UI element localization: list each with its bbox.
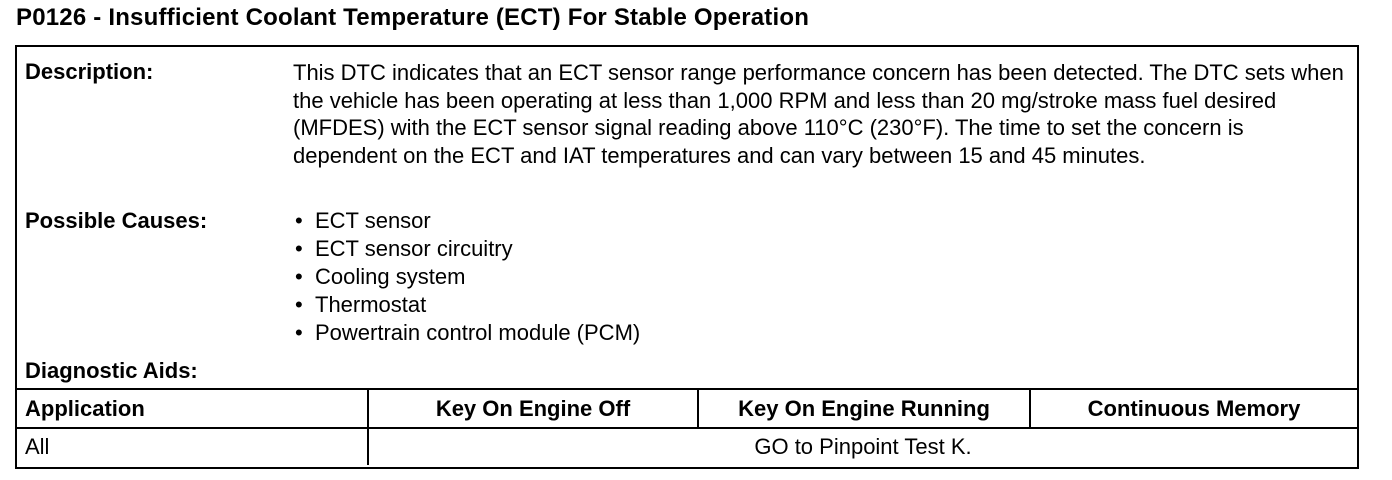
list-item: • ECT sensor circuitry	[293, 235, 640, 263]
list-item: • ECT sensor	[293, 207, 640, 235]
table-row	[17, 428, 1357, 465]
test-application-table	[17, 388, 1357, 465]
dtc-table-box	[15, 45, 1359, 469]
table-header-row	[17, 389, 1357, 428]
pinpoint-test-cell: GO to Pinpoint Test K.	[368, 428, 1357, 465]
info-section	[17, 47, 1357, 387]
list-item: • Powertrain control module (PCM)	[293, 319, 640, 347]
possible-causes-label: Possible Causes:	[25, 208, 208, 233]
possible-causes-list	[293, 207, 640, 347]
list-item: • Cooling system	[293, 263, 640, 291]
page-title: P0126 - Insufficient Coolant Temperature (ECT) For Stable Operation	[16, 4, 810, 31]
column-header-continuous-memory: Continuous Memory	[1030, 389, 1357, 428]
column-header-koeo: Key On Engine Off	[368, 389, 698, 428]
description-label: Description:	[25, 59, 154, 84]
description-text: This DTC indicates that an ECT sensor range performance concern has been detected. The DTC sets when the vehicle has been operating at less than 1,000 RPM and less than 20 mg/stroke mass fuel desired (MFDES) with the ECT sensor signal reading above 110°C (230°F). The time to set the concern is dependent on the ECT and IAT temperatures and can vary between 15 and 45 minutes.	[293, 60, 1344, 168]
list-item: • Thermostat	[293, 291, 640, 319]
diagnostic-aids-label: Diagnostic Aids:	[25, 358, 198, 383]
application-cell: All	[17, 428, 368, 465]
column-header-koer: Key On Engine Running	[698, 389, 1030, 428]
column-header-application: Application	[17, 389, 368, 428]
